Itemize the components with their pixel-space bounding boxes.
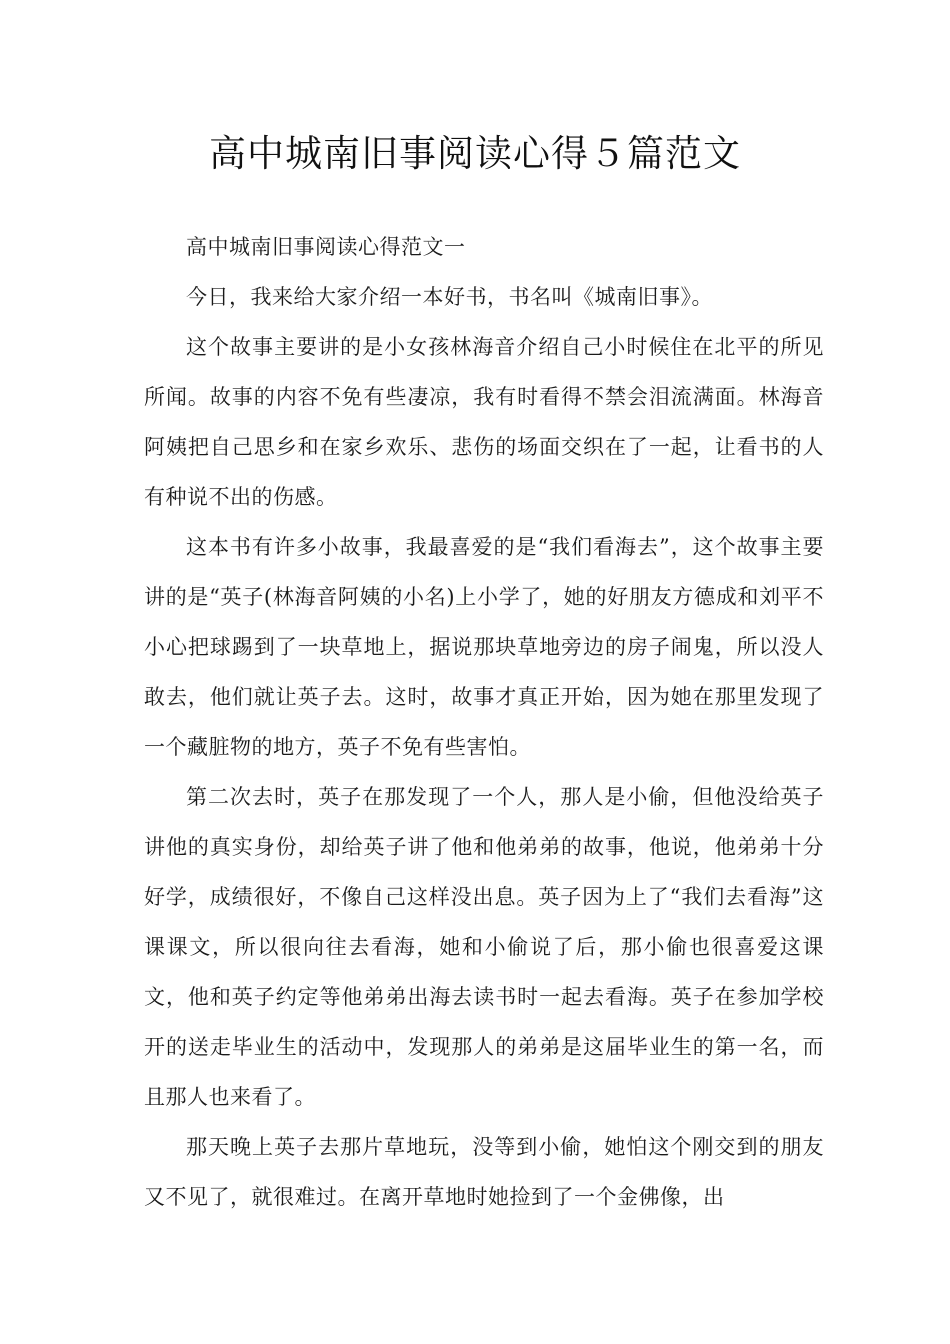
document-body [144,222,824,1222]
body-paragraph: 今日，我来给大家介绍一本好书，书名叫《城南旧事》。 [186,285,713,309]
section-heading: 高中城南旧事阅读心得范文一 [186,235,466,259]
body-paragraph: 那天晚上英子去那片草地玩，没等到小偷，她怕这个刚交到的朋友又不见了，就很难过。在离开草地时她捡到了一个金佛像，出 [144,1135,824,1209]
body-paragraph: 这本书有许多小故事，我最喜爱的是“我们看海去”，这个故事主要讲的是“英子(林海音阿姨的小名)上小学了，她的好朋友方德成和刘平不小心把球踢到了一块草地上，据说那块草地旁边的房子闹鬼，所以没人敢去，他们就让英子去。这时，故事才真正开始，因为她在那里发现了一个藏脏物的地方，英子不免有些害怕。 [144,535,824,759]
body-paragraph: 第二次去时，英子在那发现了一个人，那人是小偷，但他没给英子讲他的真实身份，却给英子讲了他和他弟弟的故事，他说，他弟弟十分好学，成绩很好，不像自己这样没出息。英子因为上了“我们去看海”这课课文，所以很向往去看海，她和小偷说了后，那小偷也很喜爱这课文，他和英子约定等他弟弟出海去读书时一起去看海。英子在参加学校开的送走毕业生的活动中，发现那人的弟弟是这届毕业生的第一名，而且那人也来看了。 [144,785,824,1109]
document-title: 高中城南旧事阅读心得５篇范文 [209,132,741,175]
body-paragraph: 这个故事主要讲的是小女孩林海音介绍自己小时候住在北平的所见所闻。故事的内容不免有些凄凉，我有时看得不禁会泪流满面。林海音阿姨把自己思乡和在家乡欢乐、悲伤的场面交织在了一起，让看书的人有种说不出的伤感。 [144,335,824,509]
